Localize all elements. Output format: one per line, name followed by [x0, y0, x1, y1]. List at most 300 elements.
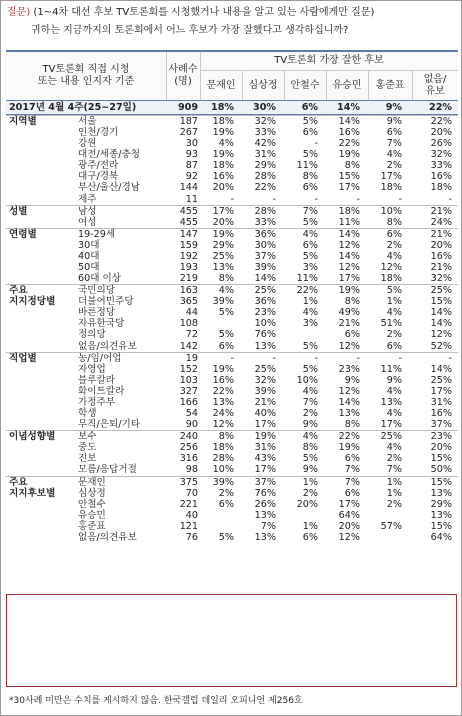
value-cell: 16%	[430, 171, 452, 183]
results-table	[6, 50, 458, 543]
value-cell: 25%	[430, 374, 452, 386]
value-cell: 18%	[212, 116, 234, 127]
value-cell: 2%	[386, 239, 402, 251]
value-cell: 36%	[254, 296, 276, 308]
value-cell: 15%	[338, 171, 360, 183]
segment-label: 여성	[78, 216, 97, 228]
table-row	[6, 194, 458, 205]
segment-label: 대구/경북	[78, 171, 119, 183]
sample-size: 108	[179, 318, 198, 330]
sample-size: 455	[179, 205, 198, 217]
value-cell: 19%	[338, 149, 360, 161]
value-cell: 5%	[302, 340, 318, 352]
sample-size: 219	[179, 273, 198, 285]
sample-size: 103	[179, 374, 198, 386]
value-cell: 17%	[338, 273, 360, 285]
value-cell: 4%	[218, 285, 234, 297]
value-cell: 32%	[254, 116, 276, 127]
question-line-1	[7, 6, 459, 20]
value-cell: 6%	[344, 487, 360, 499]
value-cell: 36%	[254, 228, 276, 240]
table-row	[6, 453, 458, 464]
segment-label: 블루칼라	[78, 374, 116, 386]
table-row	[6, 521, 458, 532]
column-header-4: 홍준표	[375, 79, 405, 91]
segment-label: 제주	[78, 193, 97, 205]
value-cell: 20%	[338, 520, 360, 532]
table-row	[6, 284, 458, 296]
value-cell: 1%	[302, 296, 318, 308]
table-row	[6, 296, 458, 307]
sample-size: 909	[177, 102, 198, 113]
value-cell: 5%	[218, 531, 234, 543]
value-cell: 15%	[430, 296, 452, 308]
value-cell: 7%	[344, 476, 360, 488]
best-candidate-header: TV토론회 가장 잘한 후보	[200, 52, 458, 71]
value-cell: 14%	[338, 228, 360, 240]
value-cell: 14%	[430, 318, 452, 330]
value-cell: 23%	[254, 307, 276, 319]
value-cell: 19%	[212, 127, 234, 139]
segment-label: 중도	[78, 442, 97, 454]
value-cell: 11%	[296, 160, 318, 172]
value-cell: 7%	[344, 464, 360, 476]
value-cell: 5%	[302, 453, 318, 465]
value-cell: 6%	[302, 182, 318, 194]
value-cell: 18%	[430, 182, 452, 194]
value-cell: 12%	[338, 340, 360, 352]
value-cell: -	[448, 352, 452, 364]
value-cell: 42%	[254, 138, 276, 150]
group-column-header-line1: TV토론회 직접 시청	[42, 64, 130, 75]
value-cell: 9%	[385, 102, 402, 113]
value-cell: 51%	[380, 318, 402, 330]
sample-size: 267	[179, 127, 198, 139]
value-cell: 15%	[430, 520, 452, 532]
value-cell: 12%	[430, 329, 452, 341]
table-row	[6, 251, 458, 262]
group-label: 연령별	[9, 228, 37, 240]
value-cell: 29%	[254, 160, 276, 172]
table-row	[6, 329, 458, 340]
value-cell: 2%	[302, 487, 318, 499]
value-cell: 8%	[344, 296, 360, 308]
value-cell: 22%	[338, 431, 360, 443]
sample-size: 142	[179, 340, 198, 352]
sample-size: 316	[179, 453, 198, 465]
value-cell: 10%	[380, 205, 402, 217]
value-cell: 18%	[212, 442, 234, 454]
value-cell: 13%	[338, 408, 360, 420]
value-cell: 21%	[430, 228, 452, 240]
sample-size: 166	[179, 396, 198, 408]
value-cell: 6%	[302, 127, 318, 139]
footnote: *30사례 미만은 수치를 게시하지 않음. 한국갤럽 데일리 오피니언 제256호	[9, 696, 303, 706]
segment-label: 학생	[78, 408, 97, 420]
table-row	[6, 364, 458, 375]
sample-size: 72	[185, 329, 198, 341]
sample-size: 11	[185, 193, 198, 205]
value-cell: 22%	[338, 138, 360, 150]
sample-size: 70	[185, 487, 198, 499]
value-cell: 30%	[253, 102, 276, 113]
value-cell: 43%	[254, 453, 276, 465]
value-cell: 33%	[254, 216, 276, 228]
table-row	[6, 442, 458, 453]
value-cell: 39%	[254, 385, 276, 397]
value-cell: 28%	[254, 171, 276, 183]
sample-size: 152	[179, 363, 198, 375]
segment-label: 30대	[78, 239, 100, 251]
value-cell: 5%	[302, 116, 318, 127]
sample-size: 40	[185, 509, 198, 521]
segment-label: 자영업	[78, 363, 106, 375]
sample-size: 159	[179, 239, 198, 251]
value-cell: 7%	[386, 138, 402, 150]
segment-label: 모름/응답거절	[78, 464, 137, 476]
sample-size: 240	[179, 431, 198, 443]
cases-column-header	[166, 52, 200, 100]
value-cell: 6%	[344, 329, 360, 341]
value-cell: 22%	[212, 385, 234, 397]
segment-label: 40대	[78, 250, 100, 262]
value-cell: 13%	[254, 531, 276, 543]
value-cell: 25%	[254, 285, 276, 297]
value-cell: 3%	[302, 318, 318, 330]
sample-size: 327	[179, 385, 198, 397]
table-row	[6, 532, 458, 543]
value-cell: 12%	[338, 239, 360, 251]
value-cell: 25%	[430, 285, 452, 297]
value-cell: 4%	[386, 307, 402, 319]
segment-label: 19-29세	[78, 228, 116, 240]
segment-label: 강원	[78, 138, 97, 150]
value-cell: 14%	[430, 363, 452, 375]
value-cell: 13%	[430, 487, 452, 499]
table-row	[6, 262, 458, 273]
value-cell: 25%	[254, 363, 276, 375]
value-cell: 15%	[430, 453, 452, 465]
table-row	[6, 510, 458, 521]
table-row	[6, 386, 458, 397]
value-cell: 23%	[430, 431, 452, 443]
value-cell: 4%	[386, 442, 402, 454]
value-cell: 20%	[430, 239, 452, 251]
segment-label: 농/임/어업	[78, 352, 122, 364]
value-cell: -	[314, 138, 318, 150]
table-row	[6, 488, 458, 499]
value-cell: 39%	[254, 262, 276, 274]
value-cell: 12%	[338, 531, 360, 543]
value-cell: 9%	[344, 374, 360, 386]
value-cell: 7%	[260, 520, 276, 532]
value-cell: 8%	[302, 442, 318, 454]
table-row	[6, 318, 458, 329]
sample-size: 221	[179, 498, 198, 510]
segment-label: 남성	[78, 205, 97, 217]
table-row	[6, 352, 458, 364]
segment-label: 대전/세종/충청	[78, 149, 141, 161]
value-cell: 49%	[338, 307, 360, 319]
value-cell: 12%	[338, 385, 360, 397]
value-cell: 12%	[212, 419, 234, 431]
value-cell: 52%	[430, 340, 452, 352]
value-cell: -	[356, 193, 360, 205]
value-cell: 17%	[254, 419, 276, 431]
value-cell: 4%	[386, 408, 402, 420]
value-cell: 5%	[386, 285, 402, 297]
sample-size: 375	[179, 476, 198, 488]
value-cell: -	[272, 193, 276, 205]
value-cell: 26%	[254, 498, 276, 510]
table-row	[6, 430, 458, 442]
value-cell: 16%	[338, 127, 360, 139]
value-cell: 4%	[386, 250, 402, 262]
value-cell: 57%	[380, 520, 402, 532]
value-cell: 25%	[380, 431, 402, 443]
value-cell: -	[230, 193, 234, 205]
value-cell: 10%	[254, 318, 276, 330]
value-cell: 6%	[302, 531, 318, 543]
value-cell: 6%	[386, 340, 402, 352]
segment-label: 광주/전라	[78, 160, 119, 172]
value-cell: 33%	[254, 127, 276, 139]
value-cell: 13%	[430, 509, 452, 521]
value-cell: 13%	[212, 262, 234, 274]
total-row	[6, 101, 458, 115]
value-cell: 3%	[302, 262, 318, 274]
value-cell: 6%	[386, 228, 402, 240]
value-cell: 13%	[380, 396, 402, 408]
segment-label: 무직/은퇴/기타	[78, 419, 141, 431]
value-cell: 32%	[430, 149, 452, 161]
sample-size: 44	[185, 307, 198, 319]
value-cell: 1%	[386, 296, 402, 308]
value-cell: 18%	[380, 273, 402, 285]
value-cell: 14%	[254, 273, 276, 285]
value-cell: 22%	[296, 285, 318, 297]
value-cell: -	[448, 193, 452, 205]
table-row	[6, 115, 458, 127]
value-cell: 8%	[344, 419, 360, 431]
value-cell: 8%	[344, 160, 360, 172]
value-cell: 22%	[254, 182, 276, 194]
value-cell: 20%	[430, 442, 452, 454]
value-cell: 15%	[430, 476, 452, 488]
value-cell: 37%	[430, 419, 452, 431]
table-row	[6, 149, 458, 160]
value-cell: 17%	[430, 385, 452, 397]
group-label: 성별	[9, 205, 28, 217]
segment-label: 안철수	[78, 498, 106, 510]
sample-size: 87	[185, 160, 198, 172]
sample-size: 90	[185, 419, 198, 431]
sample-size: 19	[185, 352, 198, 364]
value-cell: 14%	[338, 396, 360, 408]
value-cell: 5%	[302, 363, 318, 375]
value-cell: 4%	[386, 385, 402, 397]
value-cell: 7%	[386, 464, 402, 476]
value-cell: 21%	[338, 318, 360, 330]
sample-size: 256	[179, 442, 198, 454]
value-cell: 31%	[254, 149, 276, 161]
value-cell: 6%	[302, 239, 318, 251]
sample-size: 365	[179, 296, 198, 308]
sample-size: 54	[185, 408, 198, 420]
table-row	[6, 397, 458, 408]
value-cell: 11%	[380, 363, 402, 375]
value-cell: -	[398, 193, 402, 205]
segment-label: 화이트칼라	[78, 385, 125, 397]
value-cell: 39%	[212, 476, 234, 488]
value-cell: 11%	[338, 216, 360, 228]
sample-size: 163	[179, 285, 198, 297]
column-header-2: 안철수	[290, 79, 320, 91]
value-cell: 8%	[386, 216, 402, 228]
value-cell: 1%	[386, 476, 402, 488]
sample-size: 121	[179, 520, 198, 532]
table-row	[6, 127, 458, 138]
sample-size: 455	[179, 216, 198, 228]
cases-header-line1: 사례수	[168, 64, 198, 75]
value-cell: 28%	[254, 205, 276, 217]
segment-label: 없음/의견유보	[78, 340, 137, 352]
value-cell: 40%	[254, 408, 276, 420]
value-cell: 28%	[212, 453, 234, 465]
value-cell: 21%	[254, 396, 276, 408]
value-cell: 20%	[212, 182, 234, 194]
value-cell: 12%	[380, 262, 402, 274]
value-cell: 9%	[386, 374, 402, 386]
value-cell: 19%	[212, 363, 234, 375]
value-cell: 5%	[302, 250, 318, 262]
value-cell: 37%	[254, 476, 276, 488]
value-cell: -	[398, 352, 402, 364]
value-cell: 7%	[302, 205, 318, 217]
value-cell: 5%	[218, 329, 234, 341]
value-cell: 19%	[212, 228, 234, 240]
value-cell: 4%	[386, 149, 402, 161]
value-cell: 18%	[211, 102, 234, 113]
value-cell: -	[230, 352, 234, 364]
value-cell: 5%	[302, 149, 318, 161]
value-cell: 21%	[430, 262, 452, 274]
value-cell: 20%	[296, 498, 318, 510]
value-cell: 19%	[338, 285, 360, 297]
value-cell: 18%	[212, 160, 234, 172]
group-label: 이념성향별	[9, 431, 56, 443]
segment-label: 자유한국당	[78, 318, 125, 330]
value-cell: 14%	[337, 102, 360, 113]
value-cell: 2%	[386, 453, 402, 465]
value-cell: 25%	[212, 250, 234, 262]
value-cell: 17%	[338, 498, 360, 510]
value-cell: 6%	[218, 498, 234, 510]
group-column-header-line2: 또는 내용 인지자 기준	[37, 76, 135, 87]
segment-label: 문재인	[78, 476, 106, 488]
table-row	[6, 240, 458, 251]
value-cell: 22%	[430, 116, 452, 127]
value-cell: 12%	[338, 262, 360, 274]
table-row	[6, 341, 458, 352]
table-row	[6, 307, 458, 318]
cases-header-line2: (명)	[174, 76, 192, 87]
value-cell: 6%	[386, 127, 402, 139]
segment-label: 유승민	[78, 509, 106, 521]
value-cell: 4%	[302, 307, 318, 319]
table-row	[6, 408, 458, 419]
table-row	[6, 419, 458, 430]
segment-label: 50대	[78, 262, 100, 274]
segment-label: 더불어민주당	[78, 296, 134, 308]
column-header-0: 문재인	[206, 79, 236, 91]
table-row	[6, 138, 458, 149]
value-cell: 6%	[301, 102, 318, 113]
value-cell: 31%	[254, 442, 276, 454]
table-row	[6, 375, 458, 386]
sample-size: 30	[185, 138, 198, 150]
value-cell: 17%	[380, 171, 402, 183]
value-cell: 26%	[430, 138, 452, 150]
sample-size: 98	[185, 464, 198, 476]
value-cell: 24%	[212, 408, 234, 420]
segment-label: 정의당	[78, 329, 106, 341]
value-cell: 16%	[430, 408, 452, 420]
sample-size: 93	[185, 149, 198, 161]
question-line-2: 귀하는 지금까지의 토론회에서 어느 후보가 가장 잘했다고 생각하십니까?	[31, 25, 349, 36]
value-cell: 9%	[302, 419, 318, 431]
value-cell: 23%	[338, 363, 360, 375]
value-cell: 5%	[302, 216, 318, 228]
value-cell: 10%	[296, 374, 318, 386]
column-header-1: 심상정	[248, 79, 278, 91]
segment-label: 바른정당	[78, 307, 116, 319]
value-cell: 64%	[430, 531, 452, 543]
value-cell: 39%	[212, 296, 234, 308]
value-cell: 13%	[254, 509, 276, 521]
value-cell: 29%	[212, 239, 234, 251]
value-cell: 24%	[430, 216, 452, 228]
segment-label: 가정주부	[78, 396, 116, 408]
value-cell: 4%	[302, 228, 318, 240]
value-cell: 8%	[218, 431, 234, 443]
value-cell: 5%	[218, 307, 234, 319]
group-label: 지역별	[9, 116, 37, 127]
value-cell: 4%	[218, 138, 234, 150]
segment-label: 부산/울산/경남	[78, 182, 141, 194]
sample-size: 193	[179, 262, 198, 274]
value-cell: 64%	[338, 509, 360, 521]
group-label: 지지후보별	[9, 487, 56, 499]
segment-label: 국민의당	[78, 285, 116, 297]
value-cell: 8%	[218, 273, 234, 285]
value-cell: 17%	[212, 205, 234, 217]
segment-label: 홍준표	[78, 520, 106, 532]
value-cell: 6%	[344, 453, 360, 465]
value-cell: 30%	[254, 239, 276, 251]
value-cell: 18%	[380, 182, 402, 194]
segment-label: 2017년 4월 4주(25~27일)	[9, 102, 137, 113]
value-cell: 32%	[254, 374, 276, 386]
value-cell: 2%	[386, 160, 402, 172]
value-cell: 76%	[254, 487, 276, 499]
value-cell: 4%	[302, 431, 318, 443]
value-cell: 14%	[338, 250, 360, 262]
value-cell: 2%	[218, 487, 234, 499]
value-cell: 76%	[254, 329, 276, 341]
value-cell: 16%	[212, 171, 234, 183]
table-row	[6, 273, 458, 284]
